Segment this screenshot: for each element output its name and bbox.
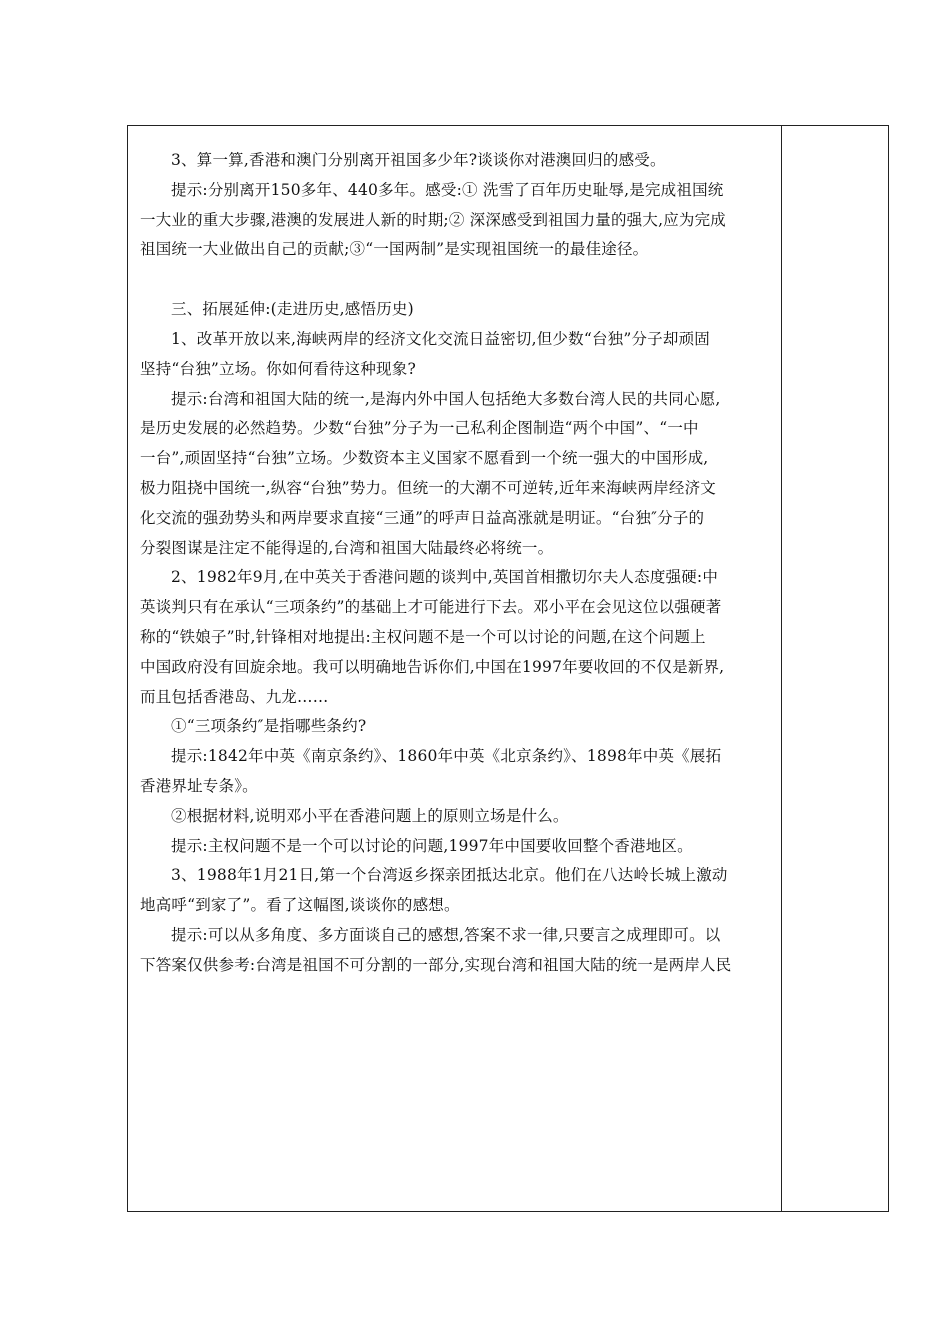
text-line: 3、算一算,香港和澳门分别离开祖国多少年?谈谈你对港澳回归的感受。	[171, 151, 666, 169]
text-line: 英谈判只有在承认“三项条约”的基础上才可能进行下去。邓小平在会见这位以强硬著	[140, 598, 722, 617]
text-line: ②根据材料,说明邓小平在香港问题上的原则立场是什么。	[171, 806, 569, 825]
text-line: 提示:可以从多角度、多方面谈自己的感想,答案不求一律,只要言之成理即可。以	[171, 925, 721, 944]
text-line: 三、拓展延伸:(走进历史,感悟历史)	[171, 300, 414, 319]
text-line: 是历史发展的必然趋势。少数“台独”分子为一己私利企图制造“两个中国”、“一中	[140, 419, 699, 438]
text-line: 2、1982年9月,在中英关于香港问题的谈判中,英国首相撒切尔夫人态度强硬:中	[171, 568, 719, 587]
text-line: ①“三项条约″是指哪些条约?	[171, 717, 367, 736]
text-line: 提示:1842年中英《南京条约》、1860年中英《北京条约》、1898年中英《展拓	[171, 747, 722, 766]
text-line: 下答案仅供参考:台湾是祖国不可分割的一部分,实现台湾和祖国大陆的统一是两岸人民	[140, 955, 732, 974]
text-line: 中国政府没有回旋余地。我可以明确地告诉你们,中国在1997年要收回的不仅是新界,	[140, 657, 725, 676]
paragraph-spacer	[140, 265, 773, 295]
notes-cell	[782, 126, 888, 1211]
text-line: 提示:主权问题不是一个可以讨论的问题,1997年中国要收回整个香港地区。	[171, 836, 693, 855]
content-cell	[128, 126, 782, 1211]
text-line: 香港界址专条》。	[140, 776, 258, 795]
text-line: 祖国统一大业做出自己的贡献;③“一国两制”是实现祖国统一的最佳途径。	[140, 240, 649, 259]
text-line: 提示:台湾和祖国大陆的统一,是海内外中国人包括绝大多数台湾人民的共同心愿,	[171, 389, 721, 408]
text-line: 分裂图谋是注定不能得逞的,台湾和祖国大陆最终必将统一。	[140, 538, 554, 557]
text-line: 称的“铁娘子”时,针锋相对地提出:主权问题不是一个可以讨论的问题,在这个问题上	[140, 627, 706, 646]
text-line: 3、1988年1月21日,第一个台湾返乡探亲团抵达北京。他们在八达岭长城上激动	[171, 866, 728, 885]
lesson-table	[127, 125, 889, 1212]
text-line: 极力阻挠中国统一,纵容“台独”势力。但统一的大潮不可逆转,近年来海峡两岸经济文	[140, 478, 717, 497]
text-line: 一台”,顽固坚持“台独”立场。少数资本主义国家不愿看到一个统一强大的中国形成,	[140, 449, 709, 468]
text-line: 一大业的重大步骤,港澳的发展进人新的时期;② 深深感受到祖国力量的强大,应为完成	[140, 210, 727, 229]
text-line: 坚持“台独”立场。你如何看待这种现象?	[140, 359, 416, 378]
text-line: 提示:分别离开150多年、440多年。感受:① 洗雪了百年历史耻辱,是完成祖国统	[171, 180, 724, 199]
text-line: 地高呼“到家了”。看了这幅图,谈谈你的感想。	[140, 896, 460, 915]
text-line: 化交流的强劲势头和两岸要求直接“三通”的呼声日益高涨就是明证。“台独″分子的	[140, 508, 705, 527]
text-line: 1、改革开放以来,海峡两岸的经济文化交流日益密切,但少数“台独”分子却顽固	[171, 329, 710, 348]
text-line: 而且包括香港岛、九龙……	[140, 687, 329, 706]
